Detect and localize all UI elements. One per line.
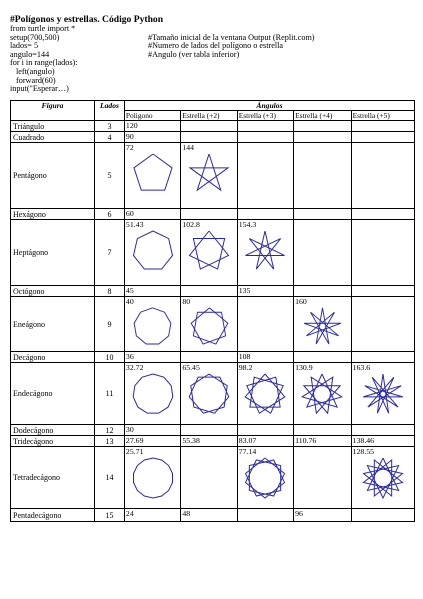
sides-count: 15 — [95, 509, 125, 522]
angle-value: 27.69 — [125, 436, 144, 445]
angle-value: 45 — [125, 286, 134, 295]
angle-cell — [351, 132, 414, 143]
angle-cell — [237, 447, 293, 509]
table-row — [11, 447, 415, 509]
code-text: from turtle import * — [10, 24, 76, 33]
figure-name: Endecágono — [11, 363, 95, 425]
angle-cell — [294, 209, 352, 220]
table-row — [11, 297, 415, 352]
figure-name: Tridecágono — [11, 436, 95, 447]
angle-value: 80 — [182, 297, 191, 306]
code-line — [10, 68, 415, 77]
angle-value — [295, 352, 350, 361]
angle-cell — [351, 447, 414, 509]
angle-value: 24 — [125, 509, 134, 518]
angle-cell — [181, 363, 237, 425]
angle-value — [295, 132, 350, 141]
star-figure — [187, 229, 231, 273]
star-figure — [187, 372, 231, 416]
angle-value: 120 — [125, 121, 138, 130]
angle-cell — [124, 121, 180, 132]
figure-outline — [133, 374, 173, 413]
figure-outline — [189, 374, 229, 413]
figure-name: Dodecágono — [11, 425, 95, 436]
angle-cell — [294, 425, 352, 436]
angle-value: 163.6 — [352, 363, 371, 372]
angle-cell — [181, 132, 237, 143]
angle-value: 144 — [182, 143, 195, 152]
angle-cell — [181, 220, 237, 286]
angle-cell — [181, 297, 237, 352]
angle-cell — [351, 425, 414, 436]
figure-outline — [190, 231, 229, 269]
angle-cell — [351, 220, 414, 286]
angle-value: 154.3 — [238, 220, 257, 229]
sides-count: 11 — [95, 363, 125, 425]
figure-outline — [191, 308, 228, 344]
figure-outline — [363, 458, 402, 498]
angle-cell — [237, 509, 293, 522]
polygon-figure — [132, 306, 173, 347]
angle-cell — [124, 447, 180, 509]
angle-value: 32.72 — [125, 363, 144, 372]
table-row — [11, 436, 415, 447]
angle-value: 138.46 — [352, 436, 375, 445]
header-sides: Lados — [95, 101, 125, 121]
figure-name: Decágono — [11, 352, 95, 363]
angles-table — [10, 100, 415, 522]
angle-cell — [124, 220, 180, 286]
angle-value: 90 — [125, 132, 134, 141]
star-figure — [302, 306, 343, 347]
sides-count: 7 — [95, 220, 125, 286]
angle-value — [295, 286, 350, 295]
subheader-4: Estrella (+5) — [351, 111, 414, 121]
angle-value: 55.38 — [182, 436, 200, 445]
angle-cell — [294, 220, 352, 286]
angle-cell — [124, 143, 180, 209]
angle-value — [182, 352, 235, 361]
sides-count: 12 — [95, 425, 125, 436]
angle-cell — [351, 352, 414, 363]
angle-cell — [181, 436, 237, 447]
code-text: left(angulo) — [16, 66, 55, 76]
angle-value: 110.76 — [295, 436, 317, 445]
angle-value — [239, 143, 292, 152]
angle-cell — [124, 286, 180, 297]
angle-value — [353, 297, 413, 306]
figure-outline — [190, 154, 228, 190]
angle-value: 108 — [238, 352, 251, 361]
angle-value: 25.71 — [125, 447, 144, 456]
angle-value — [182, 447, 235, 456]
angle-value — [239, 121, 292, 130]
table-row — [11, 425, 415, 436]
angle-cell — [237, 132, 293, 143]
angle-value — [239, 425, 292, 434]
angle-cell — [294, 363, 352, 425]
angle-cell — [237, 220, 293, 286]
angle-value — [295, 143, 350, 152]
code-text: for i in range(lados): — [10, 58, 78, 68]
star-figure — [243, 372, 287, 416]
angle-value — [353, 352, 413, 361]
angle-value — [239, 132, 292, 141]
code-text: lados= 5 — [10, 41, 39, 51]
figure-outline — [134, 308, 171, 344]
angle-cell — [181, 121, 237, 132]
angle-value — [353, 209, 413, 218]
angle-value: 128.55 — [352, 447, 375, 456]
angle-value: 51.43 — [125, 220, 144, 229]
figure-name: Hexágono — [11, 209, 95, 220]
angle-cell — [351, 363, 414, 425]
angle-cell — [237, 297, 293, 352]
figure-outline — [246, 374, 286, 413]
angle-cell — [351, 121, 414, 132]
angle-cell — [294, 352, 352, 363]
angle-cell — [124, 436, 180, 447]
angle-cell — [124, 209, 180, 220]
angle-value — [182, 209, 235, 218]
angle-value — [353, 143, 413, 152]
angle-value — [295, 220, 350, 229]
angle-value: 65.45 — [182, 363, 200, 372]
angle-value — [353, 132, 413, 141]
angle-value — [295, 425, 350, 434]
sides-count: 3 — [95, 121, 125, 132]
angle-value: 72 — [125, 143, 134, 152]
angle-cell — [294, 297, 352, 352]
angle-cell — [237, 436, 293, 447]
angle-value — [353, 121, 413, 130]
code-comment: #Angulo (ver tabla inferior) — [148, 49, 240, 59]
angle-cell — [181, 447, 237, 509]
table-row — [11, 352, 415, 363]
star-figure — [300, 372, 344, 416]
angle-cell — [237, 352, 293, 363]
code-line — [10, 77, 415, 86]
figure-outline — [246, 231, 285, 269]
angle-value: 40 — [125, 297, 134, 306]
angle-cell — [351, 436, 414, 447]
table-row — [11, 220, 415, 286]
angle-value — [239, 509, 292, 518]
star-figure — [189, 306, 230, 347]
angle-cell — [294, 132, 352, 143]
sides-count: 4 — [95, 132, 125, 143]
figure-outline — [303, 374, 343, 413]
table-row — [11, 363, 415, 425]
angle-value: 48 — [182, 509, 191, 518]
figure-name: Pentadecágono — [11, 509, 95, 522]
angle-value — [182, 425, 235, 434]
code-text: setup(700,500) — [10, 32, 60, 42]
code-text: input("Esperar…) — [10, 84, 69, 94]
code-comment: #Numero de lados del polígono o estrella — [148, 41, 284, 51]
angle-cell — [237, 143, 293, 209]
figure-outline — [246, 458, 285, 498]
angle-cell — [124, 297, 180, 352]
code-line — [10, 59, 415, 68]
figure-outline — [133, 231, 172, 269]
code-comment: #Tamaño inicial de la ventana Output (Replit.com) — [148, 32, 315, 42]
table-row — [11, 132, 415, 143]
figure-name: Cuadrado — [11, 132, 95, 143]
sides-count: 14 — [95, 447, 125, 509]
table-row — [11, 509, 415, 522]
angle-cell — [351, 209, 414, 220]
figure-name: Triángulo — [11, 121, 95, 132]
figure-outline — [133, 458, 172, 498]
angle-cell — [294, 436, 352, 447]
angle-cell — [294, 509, 352, 522]
angle-value: 102.8 — [182, 220, 200, 229]
angle-value — [353, 220, 413, 229]
angle-value — [182, 132, 235, 141]
figure-outline — [363, 374, 403, 413]
angle-cell — [237, 209, 293, 220]
polygon-figure — [131, 372, 175, 416]
figure-name: Eneágono — [11, 297, 95, 352]
angle-value: 36 — [125, 352, 134, 361]
table-row — [11, 121, 415, 132]
angle-value: 96 — [295, 509, 303, 518]
code-text: forward(60) — [16, 75, 56, 85]
angle-value: 160 — [295, 297, 307, 306]
angle-cell — [124, 352, 180, 363]
sides-count: 10 — [95, 352, 125, 363]
angle-cell — [124, 425, 180, 436]
code-title: #Polígonos y estrellas. Código Python — [10, 14, 164, 25]
figure-name: Heptágono — [11, 220, 95, 286]
angle-cell — [237, 425, 293, 436]
angle-cell — [181, 352, 237, 363]
angle-cell — [351, 509, 414, 522]
figure-outline — [134, 154, 172, 190]
polygon-figure — [131, 152, 175, 196]
angle-cell — [294, 121, 352, 132]
angle-value: 130.9 — [295, 363, 313, 372]
table-row — [11, 209, 415, 220]
star-figure — [243, 229, 287, 273]
angle-value — [182, 121, 235, 130]
header-figure: Figura — [11, 101, 95, 121]
subheader-0: Poligono — [124, 111, 180, 121]
angle-cell — [294, 286, 352, 297]
angle-cell — [294, 143, 352, 209]
angle-value — [182, 286, 235, 295]
angle-value: 83.07 — [238, 436, 257, 445]
angle-cell — [124, 363, 180, 425]
polygon-figure — [131, 456, 175, 500]
table-row — [11, 143, 415, 209]
sides-count: 6 — [95, 209, 125, 220]
angle-cell — [181, 509, 237, 522]
sides-count: 5 — [95, 143, 125, 209]
polygon-figure — [131, 229, 175, 273]
angle-value — [295, 209, 350, 218]
star-figure — [187, 152, 231, 196]
star-figure — [361, 456, 405, 500]
figure-outline — [304, 308, 341, 344]
angle-value: 60 — [125, 209, 134, 218]
subheader-1: Estrella (+2) — [181, 111, 237, 121]
angle-cell — [351, 286, 414, 297]
python-code-block — [10, 14, 415, 94]
angle-value — [295, 447, 350, 456]
subheader-2: Estrella (+3) — [237, 111, 293, 121]
star-figure — [361, 372, 405, 416]
code-text: angulo=144 — [10, 49, 50, 59]
table-row — [11, 286, 415, 297]
angle-cell — [181, 286, 237, 297]
figure-name: Tetradecágono — [11, 447, 95, 509]
sides-count: 13 — [95, 436, 125, 447]
angle-cell — [181, 209, 237, 220]
angle-value: 135 — [238, 286, 251, 295]
angle-cell — [237, 286, 293, 297]
sides-count: 8 — [95, 286, 125, 297]
header-angles: Ángulos — [124, 101, 414, 111]
angle-cell — [351, 143, 414, 209]
figure-name: Pentágono — [11, 143, 95, 209]
angle-cell — [181, 425, 237, 436]
code-line — [10, 85, 415, 94]
angle-cell — [124, 132, 180, 143]
angle-value: 30 — [125, 425, 134, 434]
angle-cell — [237, 363, 293, 425]
angle-value — [239, 209, 292, 218]
angle-value: 98.2 — [238, 363, 253, 372]
angle-cell — [124, 509, 180, 522]
angle-cell — [351, 297, 414, 352]
angle-value — [353, 425, 413, 434]
angle-value — [239, 297, 292, 306]
angle-value — [353, 286, 413, 295]
angle-cell — [181, 143, 237, 209]
angle-cell — [294, 447, 352, 509]
angle-value — [295, 121, 350, 130]
angle-cell — [237, 121, 293, 132]
figure-name: Octógono — [11, 286, 95, 297]
angle-value: 77.14 — [238, 447, 257, 456]
sides-count: 9 — [95, 297, 125, 352]
star-figure — [243, 456, 287, 500]
angle-value — [353, 509, 413, 518]
subheader-3: Estrella (+4) — [294, 111, 352, 121]
